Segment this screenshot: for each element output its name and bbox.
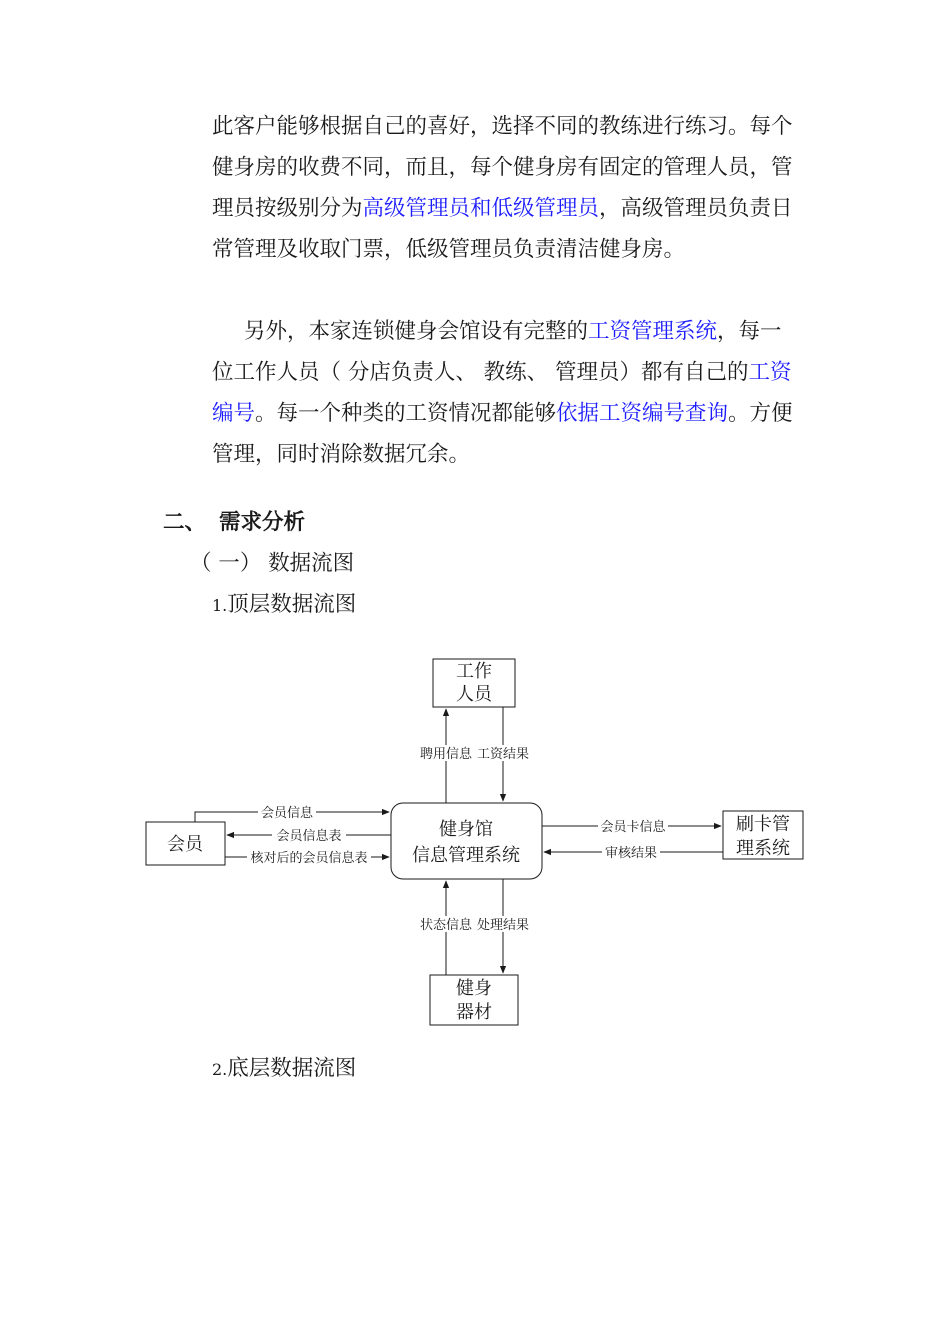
flow-label-process-result: 处理结果 (476, 918, 530, 933)
text-run: 。方便管理，同时消除数据冗余。 (212, 401, 793, 467)
section-number: 二、 (163, 510, 207, 535)
node-member: 会员 (167, 834, 203, 855)
highlighted-term: 工资编号 (212, 360, 792, 426)
section-title: 需求分析 (219, 510, 306, 535)
node-staff-line1: 工作 (456, 661, 492, 682)
text-run: ，高级管理员负责日常管理及收取门票，低级管理员负责清洁健身房。 (212, 196, 793, 262)
node-box-system (391, 803, 542, 879)
item-number: 1. (212, 596, 228, 615)
item-title: 底层数据流图 (227, 1056, 357, 1081)
text-run: 。每一个种类的工资情况都能够 (255, 401, 557, 426)
flow-label-status-info: 状态信息 (419, 918, 473, 933)
flow-label-member-table: 会员信息表 (276, 829, 342, 844)
highlighted-term: 依据工资编号查询 (556, 401, 729, 426)
flow-label-checked-table: 核对后的会员信息表 (250, 851, 368, 866)
text-run: ，每一位工作人员（ 分店负责人、 教练、 管理员）都有自己的 (212, 319, 782, 385)
text-run: 另外，本家连锁健身会馆设有完整的 (244, 319, 589, 344)
node-staff-line2: 人员 (456, 684, 492, 705)
node-system-line1: 健身馆 (439, 819, 493, 840)
node-equipment-line2: 器材 (456, 1002, 492, 1023)
node-system-line2: 信息管理系统 (412, 845, 520, 866)
item-title: 顶层数据流图 (227, 592, 357, 617)
text-run: 此客户能够根据自己的喜好，选择不同的教练进行练习。每个健身房的收费不同，而且，每个健身房有固定的管理人员，管理员按级别分为 (212, 114, 793, 221)
flow-label-member-info: 会员信息 (260, 806, 314, 821)
flow-label-hire-info: 聘用信息 (419, 747, 473, 762)
highlighted-term: 工资管理系统 (588, 319, 718, 344)
node-equipment-line1: 健身 (456, 978, 492, 999)
subsection-heading-dfd: （ 一） 数据流图 (190, 551, 355, 576)
flow-label-audit-result: 审核结果 (604, 846, 658, 861)
node-card-line1: 刷卡管 (736, 814, 790, 835)
highlighted-term: 高级管理员和低级管理员 (362, 196, 600, 221)
flow-label-card-info: 会员卡信息 (600, 820, 666, 835)
flow-label-salary-result: 工资结果 (476, 747, 530, 762)
node-card-line2: 理系统 (736, 838, 790, 859)
item-number: 2. (212, 1060, 228, 1079)
